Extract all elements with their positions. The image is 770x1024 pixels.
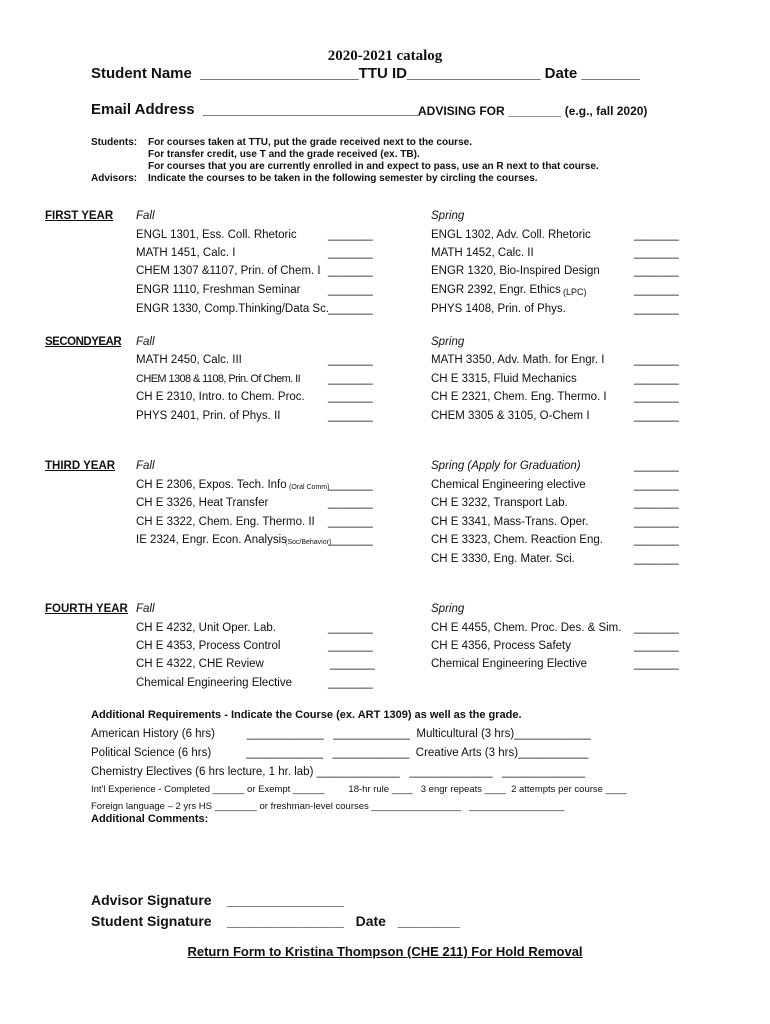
fourth-year-label: FOURTH YEAR [45, 603, 128, 615]
fourth-year-fall-label: Fall [136, 603, 155, 615]
course-item: ENGL 1301, Ess. Coll. Rhetoric [136, 229, 297, 241]
grade-blank[interactable]: _______ [328, 479, 373, 491]
grade-blank[interactable]: _______ [634, 265, 679, 277]
grade-blank[interactable]: _______ [328, 622, 373, 634]
grade-blank[interactable]: _______ [634, 479, 679, 491]
course-item: CH E 2321, Chem. Eng. Thermo. I [431, 391, 607, 403]
grade-blank[interactable]: _______ [634, 516, 679, 528]
course-note: (LPC) [563, 287, 587, 297]
grade-blank[interactable]: _______ [634, 460, 679, 472]
grade-blank[interactable]: _______ [328, 373, 373, 385]
requirement-line[interactable]: Chemistry Electives (6 hrs lecture, 1 hr. lab) _____________ _____________ _____________ [91, 766, 586, 778]
grade-blank[interactable]: _______ [328, 516, 373, 528]
course-item: MATH 1451, Calc. I [136, 247, 236, 259]
course-item: MATH 1452, Calc. II [431, 247, 534, 259]
course-item: Chemical Engineering Elective [431, 658, 587, 670]
grade-blank[interactable]: _______ [634, 303, 679, 315]
course-item: ENGL 1302, Adv. Coll. Rhetoric [431, 229, 591, 241]
grade-blank[interactable]: _______ [634, 553, 679, 565]
third-year-fall-label: Fall [136, 460, 155, 472]
first-year-fall-label: Fall [136, 210, 155, 222]
requirement-line[interactable]: Foreign language – 2 yrs HS ________ or freshman-level courses _________________ __________________ [91, 801, 565, 812]
students-instruction-2: For transfer credit, use T and the grade received (ex. TB). [148, 149, 420, 160]
course-item: CH E 2306, Expos. Tech. Info [136, 479, 287, 491]
course-item: IE 2324, Engr. Econ. Analysis [136, 534, 287, 546]
requirement-line[interactable]: American History (6 hrs) ____________ ____________ Multicultural (3 hrs)____________ [91, 728, 591, 740]
grade-blank[interactable]: _______ [328, 229, 373, 241]
first-year-label: FIRST YEAR [45, 210, 114, 222]
course-item: CHEM 3305 & 3105, O-Chem I [431, 410, 590, 422]
course-item: ENGR 2392, Engr. Ethics [431, 284, 561, 296]
second-year-spring-label: Spring [431, 336, 465, 348]
course-item: CH E 4455, Chem. Proc. Des. & Sim. [431, 622, 622, 634]
second-year-fall-label: Fall [136, 336, 155, 348]
grade-blank[interactable]: _______ [328, 354, 373, 366]
requirement-line[interactable]: Int'l Experience - Completed ______ or Exempt ______ 18-hr rule ____ 3 engr repeats ____ 2 attempts per course ____ [91, 784, 627, 795]
third-year-spring-label: Spring (Apply for Graduation) [431, 460, 581, 472]
course-item: CH E 3232, Transport Lab. [431, 497, 568, 509]
third-year-label: THIRD YEAR [45, 460, 116, 472]
advisors-label: Advisors: [91, 173, 138, 184]
grade-blank[interactable]: _______ [328, 497, 373, 509]
grade-blank[interactable]: _______ [328, 640, 373, 652]
course-item: CHEM 1308 & 1108, Prin. Of Chem. II [136, 373, 301, 385]
student-signature-line[interactable]: Student Signature _______________ Date ________ [91, 913, 460, 929]
requirement-line[interactable]: Political Science (6 hrs) ____________ ____________ Creative Arts (3 hrs)___________ [91, 747, 589, 759]
course-item: CH E 2310, Intro. to Chem. Proc. [136, 391, 305, 403]
fourth-year-spring-label: Spring [431, 603, 465, 615]
grade-blank[interactable]: _______ [634, 622, 679, 634]
course-item: CH E 3330, Eng. Mater. Sci. [431, 553, 575, 565]
grade-blank[interactable]: _______ [634, 247, 679, 259]
course-item: CH E 4232, Unit Oper. Lab. [136, 622, 276, 634]
grade-blank[interactable]: _______ [328, 410, 373, 422]
students-label: Students: [91, 137, 138, 148]
grade-blank[interactable]: _______ [634, 658, 679, 670]
course-note: (Soc/Behavior) [285, 539, 332, 546]
additional-requirements-title: Additional Requirements - Indicate the Course (ex. ART 1309) as well as the grade. [91, 709, 522, 721]
grade-blank[interactable]: _______ [328, 534, 373, 546]
course-item: CH E 3322, Chem. Eng. Thermo. II [136, 516, 315, 528]
grade-blank[interactable]: _______ [634, 229, 679, 241]
grade-blank[interactable]: _______ [634, 354, 679, 366]
advisor-signature-line[interactable]: Advisor Signature _______________ [91, 892, 344, 908]
second-year-label: SECONDYEAR [45, 336, 122, 348]
grade-blank[interactable]: _______ [328, 247, 373, 259]
course-item: CHEM 1307 &1107, Prin. of Chem. I [136, 265, 321, 277]
course-note: (Oral Comm) [289, 484, 330, 491]
grade-blank[interactable]: _______ [328, 284, 373, 296]
course-item: MATH 3350, Adv. Math. for Engr. I [431, 354, 605, 366]
students-instruction-3: For courses that you are currently enrolled in and expect to pass, use an R next to that course. [148, 161, 599, 172]
advising-for-line[interactable]: ADVISING FOR ________ (e.g., fall 2020) [418, 104, 648, 118]
grade-blank[interactable]: _______ [634, 497, 679, 509]
grade-blank[interactable]: _______ [328, 391, 373, 403]
grade-blank[interactable]: _______ [634, 410, 679, 422]
course-item: Chemical Engineering Elective [136, 677, 292, 689]
first-year-spring-label: Spring [431, 210, 465, 222]
course-item: CH E 3323, Chem. Reaction Eng. [431, 534, 603, 546]
grade-blank[interactable]: _______ [328, 303, 373, 315]
grade-blank[interactable]: _______ [634, 391, 679, 403]
grade-blank[interactable]: _______ [330, 658, 375, 670]
course-item: ENGR 1110, Freshman Seminar [136, 284, 301, 296]
course-item: CH E 3315, Fluid Mechanics [431, 373, 577, 385]
grade-blank[interactable]: _______ [634, 534, 679, 546]
course-item: CH E 3341, Mass-Trans. Oper. [431, 516, 589, 528]
course-item: PHYS 2401, Prin. of Phys. II [136, 410, 281, 422]
course-item: ENGR 1330, Comp.Thinking/Data Sc. [136, 303, 330, 315]
course-item: Chemical Engineering elective [431, 479, 586, 491]
course-item: CH E 3326, Heat Transfer [136, 497, 269, 509]
grade-blank[interactable]: _______ [634, 373, 679, 385]
return-form-note: Return Form to Kristina Thompson (CHE 211) For Hold Removal [187, 944, 583, 959]
advisors-instruction: Indicate the courses to be taken in the following semester by circling the courses. [148, 173, 538, 184]
grade-blank[interactable]: _______ [328, 677, 373, 689]
email-line[interactable]: Email Address __________________________ [91, 101, 420, 118]
grade-blank[interactable]: _______ [328, 265, 373, 277]
course-item: CH E 4356, Process Safety [431, 640, 571, 652]
course-item: ENGR 1320, Bio-Inspired Design [431, 265, 600, 277]
grade-blank[interactable]: _______ [634, 640, 679, 652]
course-item: MATH 2450, Calc. III [136, 354, 242, 366]
grade-blank[interactable]: _______ [634, 284, 679, 296]
course-item: CH E 4353, Process Control [136, 640, 281, 652]
students-instruction-1: For courses taken at TTU, put the grade received next to the course. [148, 137, 472, 148]
course-item: PHYS 1408, Prin. of Phys. [431, 303, 566, 315]
course-item: CH E 4322, CHE Review [136, 658, 264, 670]
catalog-year: 2020-2021 catalog [327, 48, 443, 64]
student-name-line[interactable]: Student Name ___________________TTU ID________________ Date _______ [91, 65, 640, 82]
additional-comments-label: Additional Comments: [91, 813, 209, 825]
